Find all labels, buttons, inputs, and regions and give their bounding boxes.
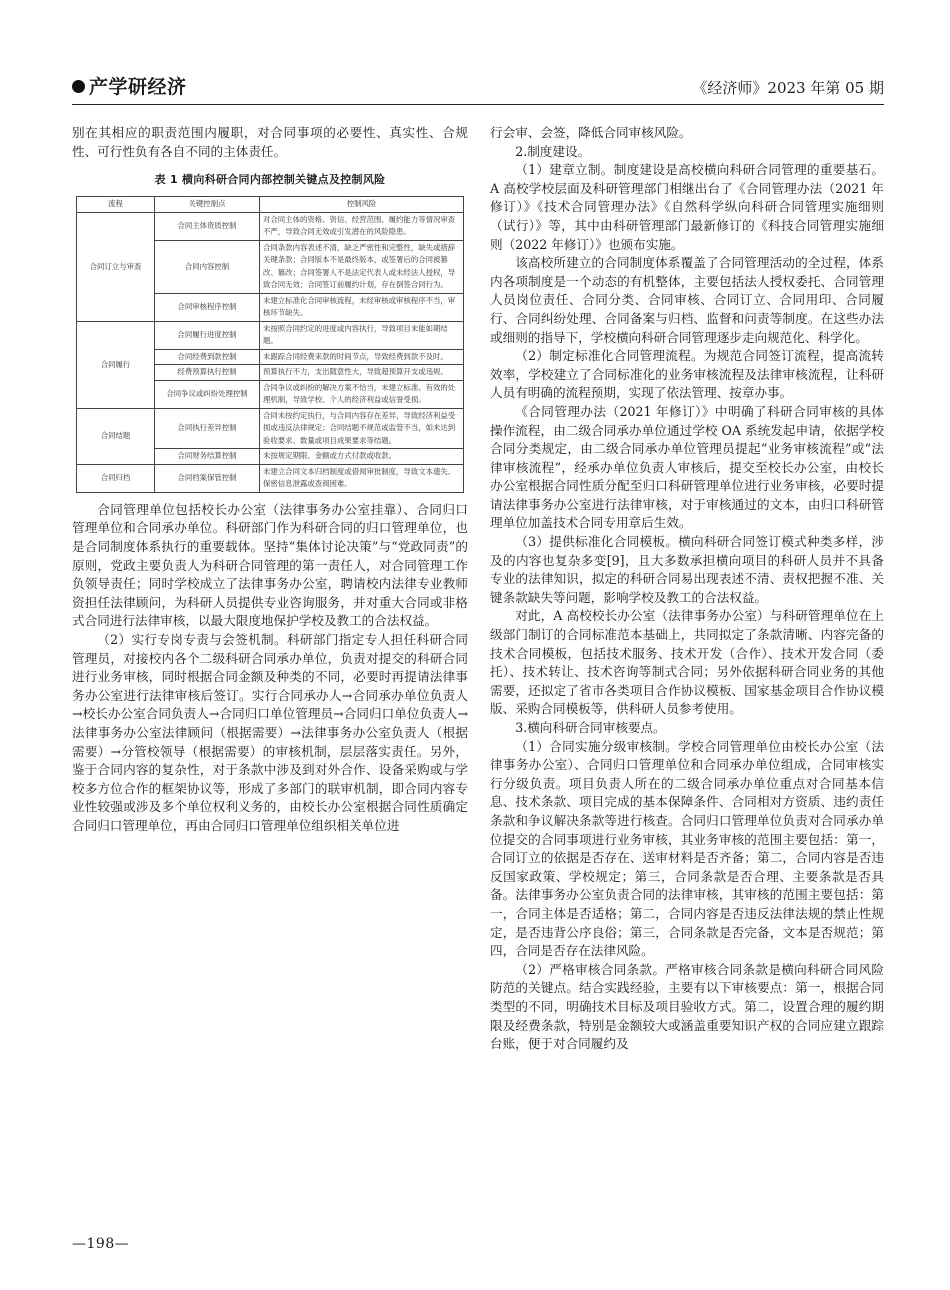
right-column [490,124,884,1054]
control-point-cell: 合同档案保管控制 [155,464,260,492]
process-cell: 合同订立与审查 [77,212,155,321]
paragraph: 对此，A 高校校长办公室（法律事务办公室）与科研管理单位在上级部门制订的合同标准范本基础上，共同拟定了条款清晰、内容完备的技术合同模板，包括技术服务、技术开发（合作）、技术开发合同（委托）、技术转让、技术咨询等制式合同；另外依据科研合同业务的其他需要，还拟定了省市各类项目合作协议模板、国家基金项目合作协议模版、采购合同模板等，供科研人员参考使用。 [490,608,884,717]
paragraph: 《合同管理办法（2021 年修订）》中明确了科研合同审核的具体操作流程，由二级合同承办单位通过学校 OA 系统发起申请，依据学校合同分类规定，由二级合同承办单位管理员提起“业务审核流程”或“法律审核流程”，经承办单位负责人审核后，提交至校长办公室，由校长办公室根据合同性质分配至归口科研管理单位进行业务审核，必要时提请法律事务办公室进行法律审核，对于审核通过的文本，由归口科研管理单位加盖技术合同专用章后生效。 [490,403,884,531]
risk-cell: 合同未按约定执行，与合同内容存在差异，导致经济利益受损或违反法律规定；合同结题不规范或监管不当，如未达到验收要求、数量或项目成果要求等结题。 [260,408,464,449]
journal-issue: 《经济师》2023 年第 05 期 [692,79,884,97]
risk-cell: 未按照合同约定的进度或内容执行，导致项目未能如期结题。 [260,321,464,349]
left-column [72,124,468,835]
paragraph: （1）建章立制。制度建设是高校横向科研合同管理的重要基石。A 高校学校层面及科研管理部门相继出台了《合同管理办法（2021 年修订）》《技术合同管理办法》《自然科学纵向科研合同管理实施细则（试行）》等，其中由科研管理部门最新修订的《科技合同管理实施细则（2022 年修订）》也颁布实施。 [490,162,884,252]
process-cell: 合同结题 [77,408,155,464]
column-header: 关键控制点 [155,196,260,212]
table-row [77,464,464,492]
paragraph: （1）合同实施分级审核制。学校合同管理单位由校长办公室（法律事务办公室）、合同归口管理单位和合同承办单位组成，合同审核实行分级负责。项目负责人所在的二级合同承办单位重点对合同基本信息、技术条款、项目完成的基本保障条件、合同相对方资质、违约责任条款和争议解决条款等进行核查。合同归口管理单位负责对合同承办单位提交的合同事项进行业务审核，其业务审核的范围主要包括：第一，合同订立的依据是否存在、送审材料是否齐备；第二，合同内容是否违反国家政策、学校规定；第三，合同条款是否合理、主要条款是否具备。法律事务办公室负责合同的法律审核，其审核的范围主要包括：第一，合同主体是否适格；第二，合同内容是否违反法律法规的禁止性规定，是否违背公序良俗；第三，合同条款是否完备，文本是否规范；第四，合同是否存在法律风险。 [490,738,884,959]
risk-cell: 未建立标准化合同审核流程，未经审核或审核程序不当，审核环节缺失。 [260,293,464,321]
column-header: 流程 [77,196,155,212]
control-point-cell: 经费预算执行控制 [155,365,260,381]
table-row [77,212,464,240]
body-text-block [72,501,468,836]
section-title: 产学研经济 [89,76,187,98]
paragraph: （3）提供标准化合同模板。横向科研合同签订模式种类多样，涉及的内容也复杂多变[9]，且大多数承担横向项目的科研人员并不具备专业的法律知识，拟定的科研合同易出现表述不清、责权把握不准、关键条款缺失等问题，影响学校及教工的合法权益。 [490,534,884,605]
section-label [72,74,187,100]
paragraph: 行会审、会签，降低合同审核风险。 [490,125,692,140]
risk-cell: 预算执行不力，支出随意性大，导致超预算开支或违规。 [260,365,464,381]
table-row [77,408,464,449]
control-point-cell: 合同执行差异控制 [155,408,260,449]
control-point-cell: 合同财务结算控制 [155,449,260,465]
risk-cell: 未跟踪合同经费来款的时间节点，导致经费到款不及时。 [260,349,464,365]
paragraph: （2）严格审核合同条款。严格审核合同条款是横向科研合同风险防范的关键点。结合实践经验，主要有以下审核要点：第一，根据合同类型的不同，明确技术目标及项目验收方式。第二，设置合理的履约期限及经费条款，特别是金额较大或涵盖重要知识产权的合同应建立跟踪台账，便于对合同履约及 [490,961,884,1052]
paragraph: 合同管理单位包括校长办公室（法律事务办公室挂靠）、合同归口管理单位和合同承办单位。科研部门作为科研合同的归口管理单位，也是合同制度体系执行的重要载体。坚持“集体讨论决策”与“党政同责”的原则，党政主要负责人为科研合同管理的第一责任人，对合同管理工作负领导责任；同时学校成立了法律事务办公室，聘请校内法律专业教师资担任法律顾问，为科研人员提供专业咨询服务，并对重大合同或非格式合同进行法律审核，以最大限度地保护学校及教工的合法权益。 [72,501,468,629]
paragraph: 别在其相应的职责范围内履职，对合同事项的必要性、真实性、合规性、可行性负有各自不同的主体责任。 [72,125,468,159]
control-point-cell: 合同履行进度控制 [155,321,260,349]
subsection-heading: 2.制度建设。 [515,143,591,159]
table-header-row [77,196,464,212]
risk-cell: 未建立合同文本归档制度或借阅审批制度，导致文本遗失、保密信息泄露或查阅困难。 [260,464,464,492]
process-cell: 合同归档 [77,464,155,492]
risk-cell: 未按规定期限、金额或方式付款或收款。 [260,449,464,465]
control-point-cell: 合同经费到款控制 [155,349,260,365]
risk-cell: 对合同主体的资格、资信、经营范围、履约能力等情况审查不严，导致合同无效或引发潜在的风险隐患。 [260,212,464,240]
bullet-dot-icon [72,80,85,93]
subsection-heading: 3.横向科研合同审核要点。 [515,720,666,735]
paragraph: （2）制定标准化合同管理流程。为规范合同签订流程，提高流转效率，学校建立了合同标准化的业务审核流程及法律审核流程，让科研人员有明确的流程预期，实现了依法管理、按章办事。 [490,348,884,401]
risk-cell: 合同条款内容表述不清，缺乏严密性和完整性，缺失或措辞关键条款；合同版本不是最终版本，或签署后的合同被篡改、篡改；合同签署人不是法定代表人或未经法人授权，导致合同无效；合同签订前履约计划，存在倒签合同行为。 [260,240,464,293]
column-header: 控制风险 [260,196,464,212]
control-point-cell: 合同内容控制 [155,240,260,293]
control-table [76,196,464,493]
table-row [77,321,464,349]
page-number: —198— [72,1236,130,1252]
process-cell: 合同履行 [77,321,155,408]
paragraph: （2）实行专岗专责与会签机制。科研部门指定专人担任科研合同管理员，对接校内各个二级科研合同承办单位，负责对提交的科研合同进行业务审核，同时根据合同金额及种类的不同，必要时再提请法律事务办公室进行法律审核后签订。实行合同承办人→合同承办单位负责人→校长办公室合同负责人→合同归口单位管理员→合同归口单位负责人→法律事务办公室法律顾问（根据需要）→法律事务办公室负责人（根据需要）→分管校领导（根据需要）的审核机制，层层落实责任。另外，鉴于合同内容的复杂性，对于条款中涉及到对外合作、设备采购或与学校多方位合作的框架协议等，形成了多部门的联审机制，即合同内容专业性较强或涉及多个单位权利义务的，由校长办公室根据合同性质确定合同归口管理单位，再由合同归口管理单位组织相关单位进 [72,631,468,833]
paragraph: 该高校所建立的合同制度体系覆盖了合同管理活动的全过程，体系内各项制度是一个动态的有机整体，主要包括法人授权委托、合同管理人员岗位责任、合同分类、合同审核、合同订立、合同用印、合同履行、合同纠纷处理、合同备案与归档、监督和问责等制度。在这些办法或细则的指导下，学校横向科研合同管理逐步走向规范化、科学化。 [490,255,884,345]
page-header [72,74,884,105]
table-title: 表 1 横向科研合同内部控制关键点及控制风险 [154,173,386,187]
risk-cell: 合同争议或纠纷的解决方案不恰当，未建立标准、有效的处理机制，导致学校、个人的经济利益或信誉受损。 [260,380,464,408]
control-point-cell: 合同主体资质控制 [155,212,260,240]
control-point-cell: 合同审核程序控制 [155,293,260,321]
control-point-cell: 合同争议或纠纷处理控制 [155,380,260,408]
